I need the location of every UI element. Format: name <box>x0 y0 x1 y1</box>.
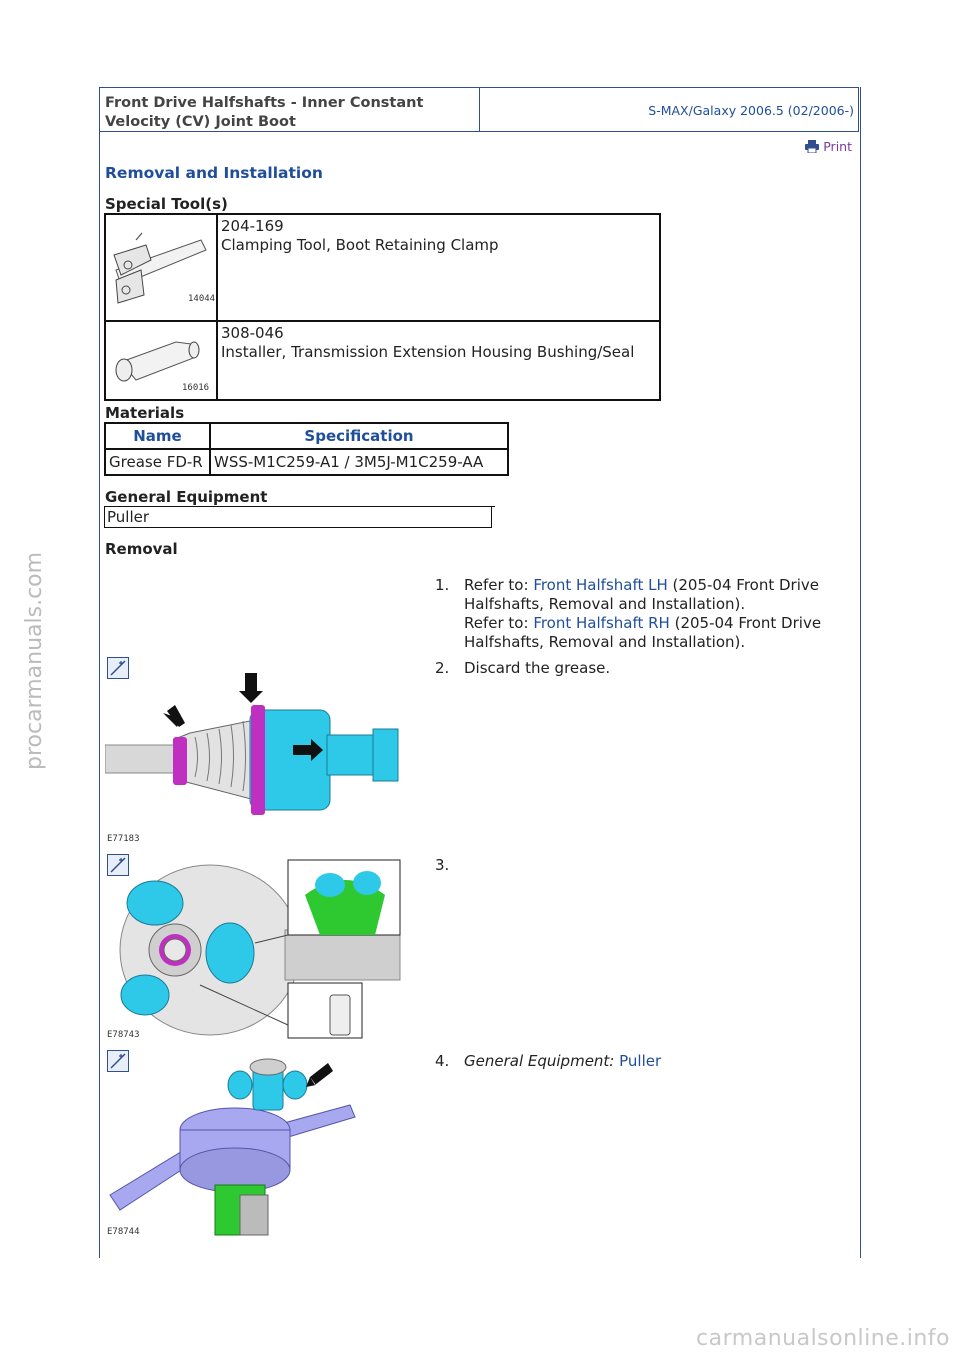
tool-image-cell <box>105 321 217 400</box>
cv-joint-figure <box>105 665 405 845</box>
print-label: Print <box>823 139 852 154</box>
tripod-joint-figure <box>105 855 405 1040</box>
column-header: Specification <box>210 423 508 449</box>
puller-link[interactable]: Puller <box>619 1052 662 1070</box>
installer-tool-image <box>106 322 216 394</box>
side-watermark: procarmanuals.com <box>22 551 47 770</box>
special-tools-heading: Special Tool(s) <box>105 195 228 213</box>
step-text: Discard the grease. <box>464 659 611 677</box>
tool-code: 204-169 <box>221 217 284 235</box>
step-4 <box>435 1052 855 1071</box>
front-halfshaft-rh-link[interactable]: Front Halfshaft RH <box>533 614 670 632</box>
front-halfshaft-lh-link[interactable]: Front Halfshaft LH <box>533 576 668 594</box>
bottom-watermark: carmanualsonline.info <box>696 1326 950 1351</box>
step-number: 3. <box>435 856 450 874</box>
step-text: (205-04 Front Drive Halfshafts, Removal and Installation). <box>464 576 819 613</box>
tool-row <box>105 321 660 400</box>
materials-header-row <box>105 423 508 449</box>
tool-code: 308-046 <box>221 324 284 342</box>
section-title: Removal and Installation <box>105 164 323 182</box>
tool-image-label: 14044 <box>188 294 216 304</box>
materials-table <box>104 422 509 476</box>
printer-icon <box>805 140 819 153</box>
step-text: Refer to: <box>464 576 534 594</box>
puller-figure <box>105 1055 365 1237</box>
column-header: Name <box>105 423 210 449</box>
figure-label: E78743 <box>107 1030 140 1040</box>
tool-image-label: 16016 <box>182 383 210 393</box>
figure-label: E77183 <box>107 834 140 844</box>
material-name: Grease FD-R <box>105 449 210 475</box>
equipment-item: Puller <box>104 506 492 528</box>
step-number: 2. <box>435 659 450 677</box>
removal-heading: Removal <box>105 540 178 558</box>
materials-heading: Materials <box>105 404 185 422</box>
print-button[interactable] <box>805 139 852 154</box>
table-row <box>105 449 508 475</box>
tool-image-cell <box>105 214 217 321</box>
tool-name: Clamping Tool, Boot Retaining Clamp <box>221 236 499 254</box>
document-header <box>99 87 859 132</box>
tool-text-cell <box>217 214 660 321</box>
tool-text-cell <box>217 321 660 400</box>
special-tools-table <box>104 213 661 401</box>
material-spec: WSS-M1C259-A1 / 3M5J-M1C259-AA <box>210 449 508 475</box>
model-label: S-MAX/Galaxy 2006.5 (02/2006-) <box>648 103 854 118</box>
clamping-tool-image <box>106 215 216 315</box>
step-1 <box>435 576 855 652</box>
step-number: 1. <box>435 576 450 594</box>
document-title-line1: Front Drive Halfshafts - Inner Constant <box>105 95 424 111</box>
general-equipment-heading: General Equipment <box>105 488 268 506</box>
tool-name: Installer, Transmission Extension Housing Bushing/Seal <box>221 343 635 361</box>
document-title-line2: Velocity (CV) Joint Boot <box>105 114 296 130</box>
tool-row <box>105 214 660 321</box>
figure-label: E78744 <box>107 1227 140 1237</box>
step-label: General Equipment: <box>464 1052 615 1070</box>
step-text: Refer to: <box>464 614 534 632</box>
step-2 <box>435 659 855 678</box>
step-number: 4. <box>435 1052 450 1070</box>
document-title <box>100 88 480 131</box>
step-text: (205-04 Front Drive Halfshafts, Removal and Installation). <box>464 614 822 651</box>
